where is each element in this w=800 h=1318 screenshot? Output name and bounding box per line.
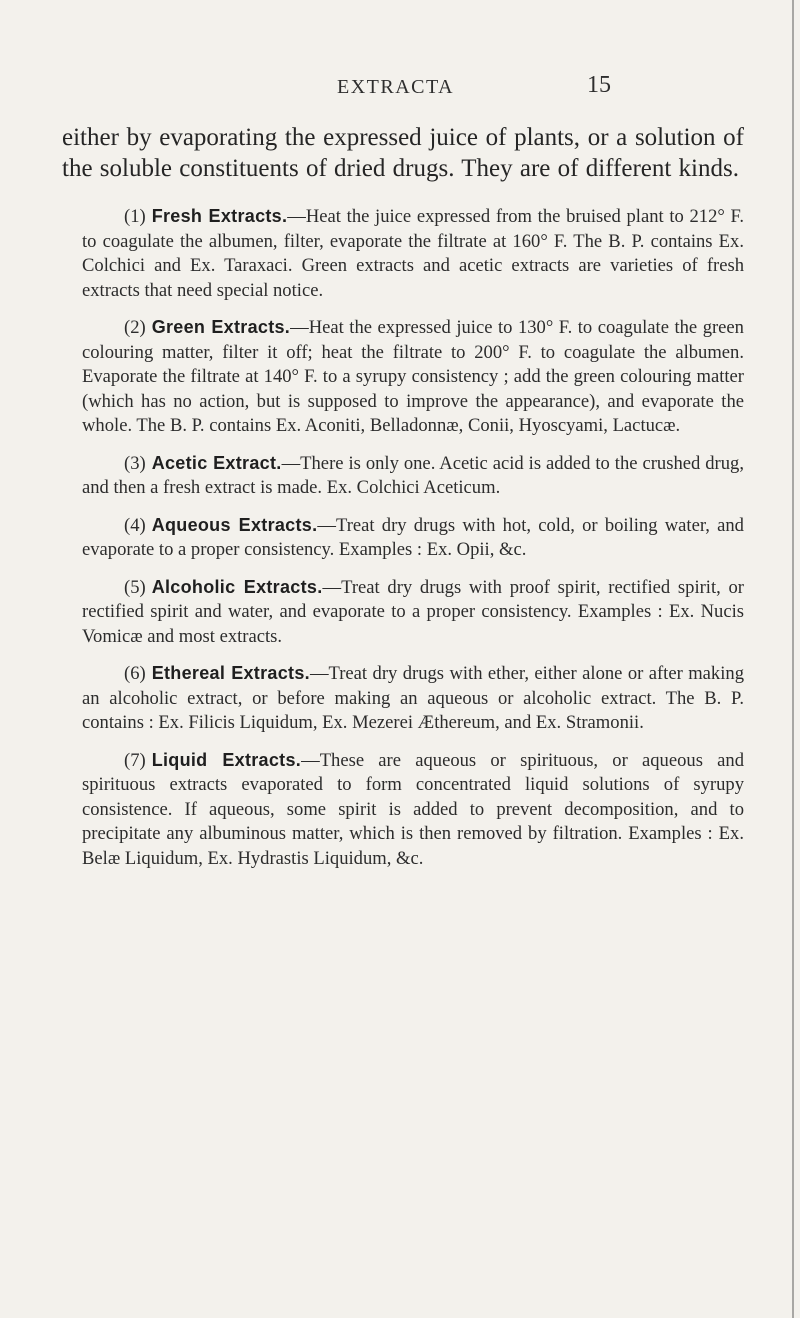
section-number: (3) — [124, 452, 146, 474]
section-aqueous-extracts — [62, 513, 744, 563]
section-number: (7) — [124, 749, 146, 771]
section-liquid-extracts — [62, 748, 744, 872]
section-number: (6) — [124, 663, 146, 684]
section-body: —There is only one. Acetic acid is added to the crushed drug, and then a fresh extract is made. Ex. Colchici Aceticum. — [82, 452, 744, 498]
page-edge-line — [792, 0, 794, 1318]
section-body: —Heat the juice expressed from the bruised plant to 212° F. to coagulate the albumen, filter, evaporate the filtrate at 160° F. The B. P. contains Ex. Colchici and Ex. Taraxaci. Green extracts and acetic extracts are varieties of fresh extracts that need special notice. — [82, 206, 744, 301]
section-ethereal-extracts — [62, 661, 744, 736]
section-number: (1) — [124, 206, 146, 227]
running-title: EXTRACTA — [337, 76, 455, 98]
section-number: (5) — [124, 576, 146, 598]
section-heading: Fresh Extracts. — [151, 206, 288, 226]
section-alcoholic-extracts — [62, 575, 744, 650]
section-heading: Liquid Extracts. — [151, 749, 302, 770]
section-body: —Treat dry drugs with ether, either alone or after making an alcoholic extract, or before making an aqueous or alcoholic extract. The B. P. contains : Ex. Filicis Liquidum, Ex. Mezerei Æthereum, and Ex. Stramonii. — [82, 663, 744, 733]
section-body: —Heat the expressed juice to 130° F. to coagulate the green colouring matter, filter it off; heat the filtrate to 200° F. to coagulate the albumen. Evaporate the filtrate at 140° F. to a syrupy consistency ; add the green colouring matter (which has no action, but is supposed to improve the appearance), and evaporate the whole. The B. P. contains Ex. Aconiti, Belladonnæ, Conii, Hyoscyami, Lactucæ. — [82, 317, 744, 436]
intro-paragraph: either by evaporating the expressed juice of plants, or a solution of the soluble constituents of dried drugs. They are of different kinds. — [62, 124, 744, 182]
section-number: (2) — [124, 317, 146, 338]
section-heading: Alcoholic Extracts. — [151, 576, 323, 597]
section-body: —These are aqueous or spirituous, or aqueous and spirituous extracts evaporated to form concentrated liquid solutions of syrupy consistence. If aqueous, some spirit is added to prevent decomposition, and to precipitate any albuminous matter, which is then removed by filtration. Examples : Ex. Belæ Liquidum, Ex. Hydrastis Liquidum, &c. — [82, 749, 745, 869]
page-body — [62, 122, 744, 883]
section-heading: Ethereal Extracts. — [151, 663, 310, 683]
section-acetic-extract — [62, 451, 744, 501]
section-heading: Aqueous Extracts. — [151, 514, 318, 535]
section-body: —Treat dry drugs with hot, cold, or boiling water, and evaporate to a proper consistency. Examples : Ex. Opii, &c. — [82, 514, 744, 560]
page-header — [0, 72, 800, 112]
page-number: 15 — [587, 72, 611, 98]
section-body: —Treat dry drugs with proof spirit, rectified spirit, or rectified spirit and water, and evaporate to a proper consistency. Examples : Ex. Nucis Vomicæ and most extracts. — [82, 576, 744, 647]
section-fresh-extracts — [62, 204, 744, 303]
section-green-extracts — [62, 315, 744, 439]
section-heading: Acetic Extract. — [151, 452, 282, 473]
section-heading: Green Extracts. — [151, 317, 291, 337]
section-number: (4) — [124, 514, 146, 536]
